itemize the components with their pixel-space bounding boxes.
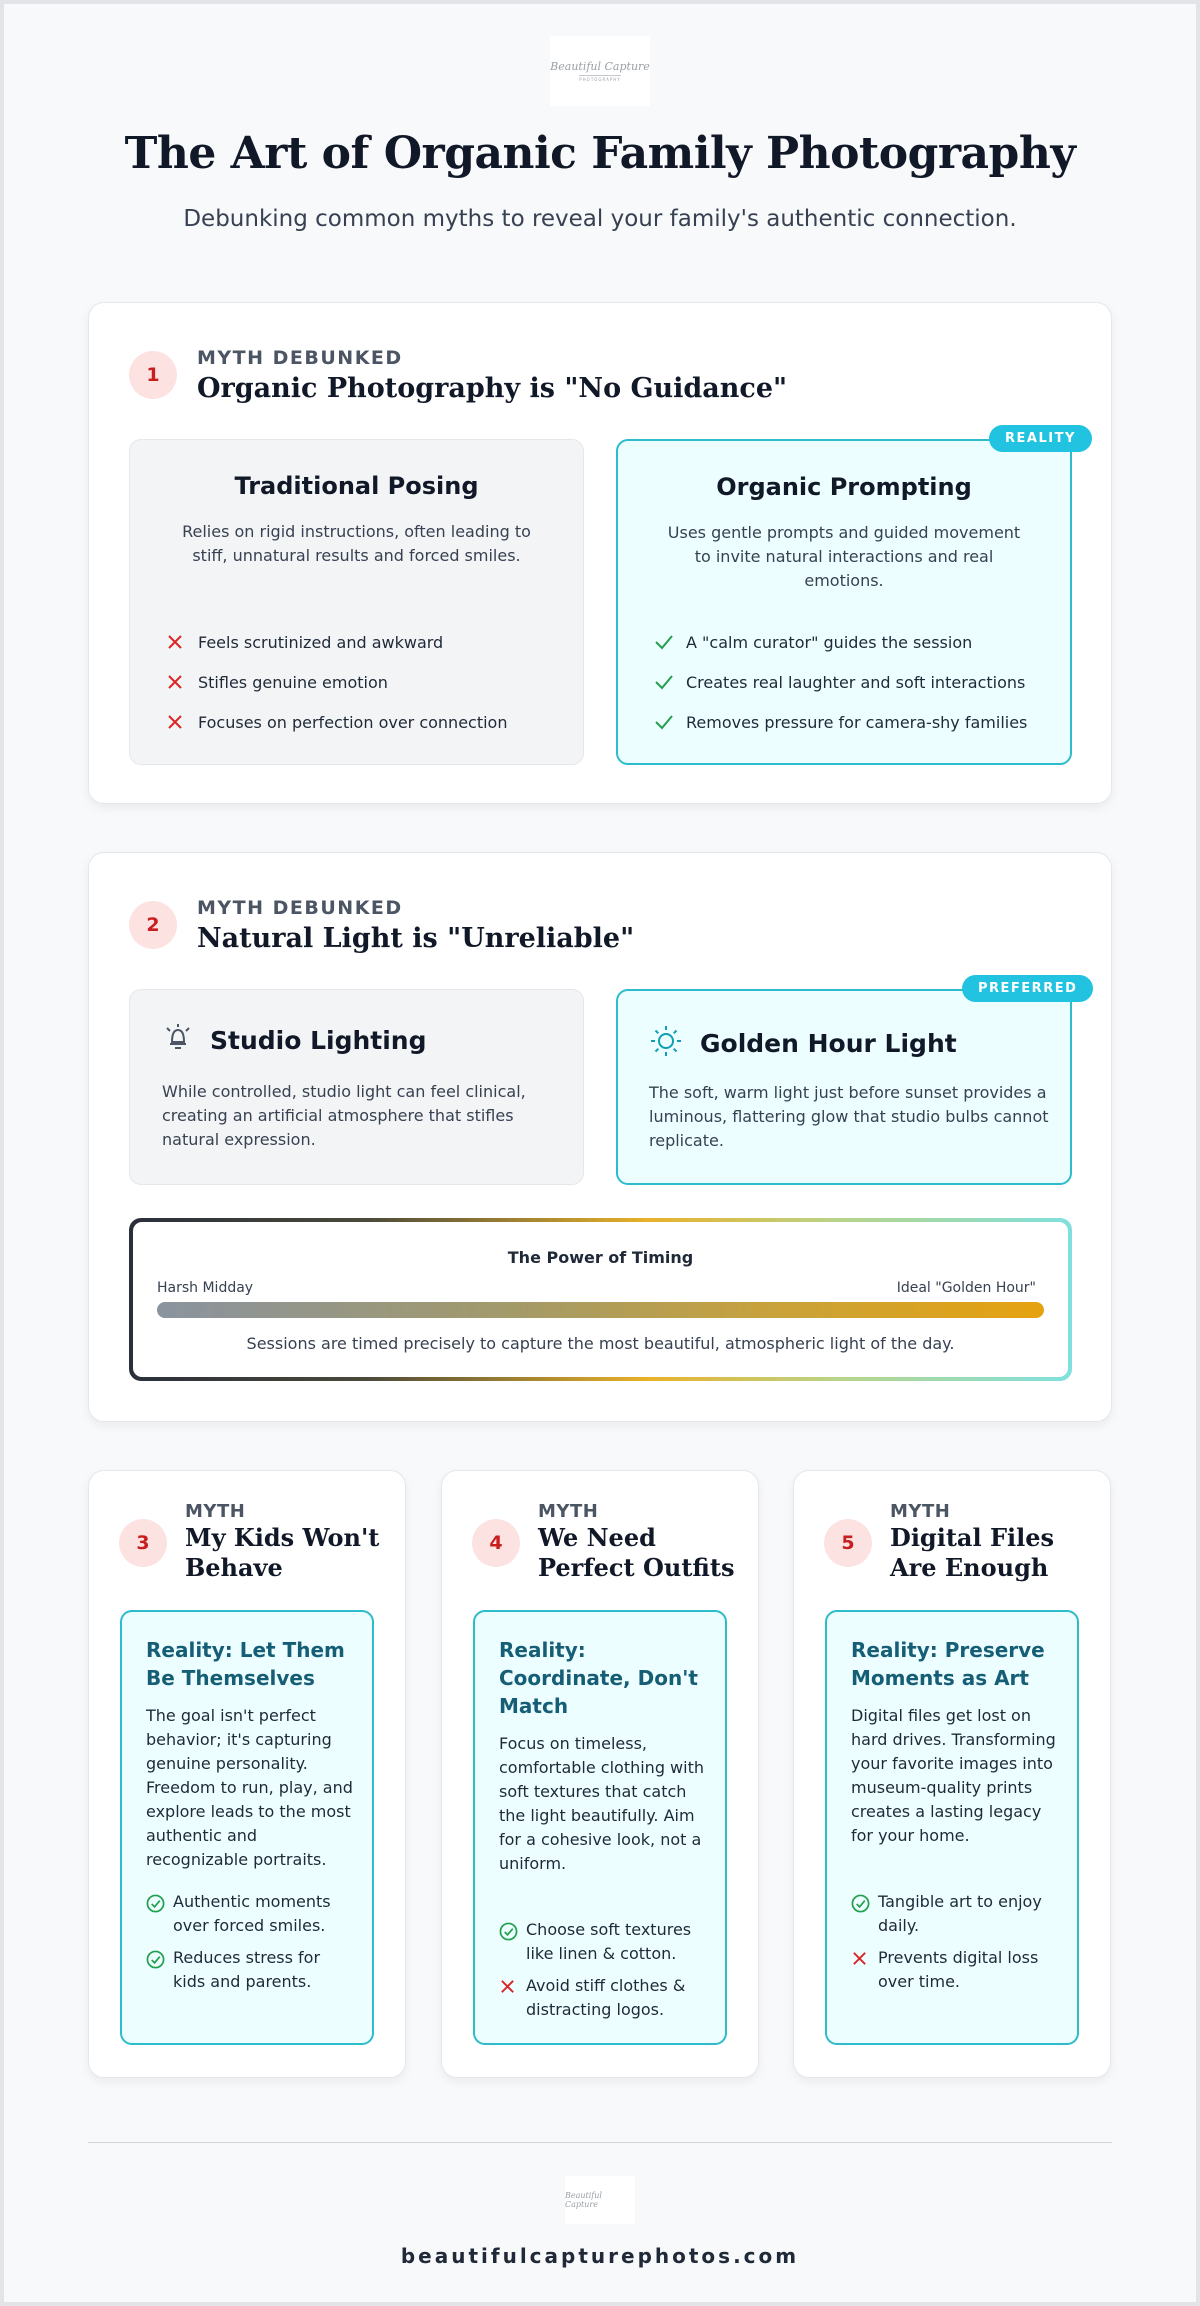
check-circle-icon xyxy=(499,1918,526,1966)
myth-2-card xyxy=(88,852,1112,1422)
list-item-text: Choose soft textures like linen & cotton. xyxy=(526,1920,692,1963)
list-item xyxy=(499,1918,709,1966)
list-item xyxy=(851,1946,1061,1994)
studio-lamp-icon xyxy=(162,1020,194,1060)
footer-logo xyxy=(565,2176,635,2224)
studio-lighting-description: While controlled, studio light can feel clinical, creating an artificial atmosphere that stifles natural expression. xyxy=(162,1082,526,1149)
logo-subtext: PHOTOGRAPHY xyxy=(579,77,621,82)
timing-gradient-bar xyxy=(157,1302,1044,1318)
list-item xyxy=(851,1890,1061,1938)
page-title: The Art of Organic Family Photography xyxy=(124,128,1076,179)
myth-5-number-badge: 5 xyxy=(824,1519,872,1567)
studio-lighting-title: Studio Lighting xyxy=(210,1025,427,1055)
check-icon xyxy=(652,633,686,651)
myth-1-card xyxy=(88,302,1112,804)
myth-4-eyebrow: MYTH xyxy=(538,1501,599,1522)
list-item xyxy=(652,622,1027,662)
myth-3-number-badge: 3 xyxy=(119,1519,167,1567)
page-subtitle: Debunking common myths to reveal your family's authentic connection. xyxy=(183,206,1017,232)
myth-4-reality-list xyxy=(499,1918,709,2030)
list-item-text: Avoid stiff clothes & distracting logos. xyxy=(526,1976,686,2019)
golden-hour-panel xyxy=(616,989,1072,1185)
myth-4-number-badge: 4 xyxy=(472,1519,520,1567)
check-circle-icon xyxy=(146,1946,173,1994)
organic-prompting-description: Uses gentle prompts and guided movement to invite natural interactions and real emotions. xyxy=(667,523,1021,590)
list-item-text: Authentic moments over forced smiles. xyxy=(173,1892,331,1935)
list-item-text: Stifles genuine emotion xyxy=(198,672,388,692)
list-item-text: Creates real laughter and soft interactions xyxy=(686,672,1026,692)
golden-hour-header xyxy=(648,1023,957,1063)
studio-lighting-header xyxy=(162,1020,427,1060)
timing-left-label: Harsh Midday xyxy=(157,1280,254,1296)
organic-prompting-panel xyxy=(616,439,1072,765)
list-item-text: Removes pressure for camera-shy families xyxy=(686,712,1028,732)
organic-prompting-list xyxy=(652,622,1027,742)
list-item xyxy=(146,1890,356,1938)
timing-note: Sessions are timed precisely to capture the most beautiful, atmospheric light of the day. xyxy=(246,1334,955,1353)
list-item-text: Tangible art to enjoy daily. xyxy=(878,1892,1042,1935)
myth-3-title: My Kids Won't Behave xyxy=(185,1523,380,1582)
myth-4-reality-title: Reality: Coordinate, Don't Match xyxy=(499,1638,698,1718)
myth-5-card xyxy=(793,1470,1111,2078)
myth-1-eyebrow: MYTH DEBUNKED xyxy=(197,347,403,369)
cross-icon xyxy=(164,633,198,651)
timing-box xyxy=(129,1218,1072,1381)
myth-1-title: Organic Photography is "No Guidance" xyxy=(197,373,788,404)
myth-5-eyebrow: MYTH xyxy=(890,1501,951,1522)
list-item-text: Feels scrutinized and awkward xyxy=(198,632,444,652)
list-item xyxy=(652,662,1027,702)
myth-3-reality-list xyxy=(146,1890,356,2002)
cross-icon xyxy=(851,1946,878,1994)
myth-4-reality-description: Focus on timeless, comfortable clothing with soft textures that catch the light beautifully. Aim for a cohesive look, not a uniform. xyxy=(499,1734,704,1873)
myth-5-reality-list xyxy=(851,1890,1061,2002)
logo-script-text: Beautiful Capture xyxy=(550,60,650,73)
check-icon xyxy=(652,673,686,691)
list-item xyxy=(499,1974,709,2022)
cross-icon xyxy=(164,713,198,731)
sun-icon xyxy=(648,1023,684,1063)
cross-icon xyxy=(499,1974,526,2022)
list-item xyxy=(146,1946,356,1994)
myth-2-title: Natural Light is "Unreliable" xyxy=(197,923,635,954)
myth-4-card xyxy=(441,1470,759,2078)
reality-badge: REALITY xyxy=(989,425,1092,452)
golden-hour-description: The soft, warm light just before sunset provides a luminous, flattering glow that studio bulbs cannot replicate. xyxy=(649,1083,1049,1150)
myth-2-eyebrow: MYTH DEBUNKED xyxy=(197,897,403,919)
traditional-posing-list xyxy=(164,622,507,742)
preferred-badge: PREFERRED xyxy=(962,975,1093,1002)
myth-2-number-badge: 2 xyxy=(129,901,177,949)
list-item xyxy=(164,662,507,702)
list-item-text: Prevents digital loss over time. xyxy=(878,1948,1039,1991)
list-item-text: Reduces stress for kids and parents. xyxy=(173,1948,321,1991)
list-item xyxy=(652,702,1027,742)
myth-1-number-badge: 1 xyxy=(129,351,177,399)
list-item xyxy=(164,702,507,742)
traditional-posing-description: Relies on rigid instructions, often leading to stiff, unnatural results and forced smiles. xyxy=(182,522,531,565)
list-item xyxy=(164,622,507,662)
list-item-text: A "calm curator" guides the session xyxy=(686,632,973,652)
check-circle-icon xyxy=(851,1890,878,1938)
footer-logo-script-text: Beautiful Capture xyxy=(565,2191,602,2209)
myth-3-card xyxy=(88,1470,406,2078)
header-logo xyxy=(550,36,650,106)
myth-5-reality-description: Digital files get lost on hard drives. Transforming your favorite images into museum-quality prints creates a lasting legacy for your home. xyxy=(851,1706,1056,1845)
myth-3-reality-title: Reality: Let Them Be Themselves xyxy=(146,1638,345,1690)
check-icon xyxy=(652,713,686,731)
myth-5-reality-title: Reality: Preserve Moments as Art xyxy=(851,1638,1045,1690)
myth-4-title: We Need Perfect Outfits xyxy=(538,1523,735,1582)
myth-4-reality-panel xyxy=(473,1610,727,2045)
timing-right-label: Ideal "Golden Hour" xyxy=(896,1280,1036,1296)
footer-divider xyxy=(88,2142,1112,2143)
myth-3-eyebrow: MYTH xyxy=(185,1501,246,1522)
timing-title: The Power of Timing xyxy=(507,1248,694,1267)
organic-prompting-title: Organic Prompting xyxy=(716,473,972,501)
traditional-posing-title: Traditional Posing xyxy=(234,472,479,500)
myth-5-reality-panel xyxy=(825,1610,1079,2045)
timing-box-inner xyxy=(133,1222,1068,1377)
traditional-posing-panel xyxy=(129,439,584,765)
myth-3-reality-panel xyxy=(120,1610,374,2045)
footer-website-link[interactable]: beautifulcapturephotos.com xyxy=(400,2244,800,2268)
list-item-text: Focuses on perfection over connection xyxy=(198,712,508,732)
cross-icon xyxy=(164,673,198,691)
golden-hour-title: Golden Hour Light xyxy=(700,1028,957,1058)
myth-3-reality-description: The goal isn't perfect behavior; it's capturing genuine personality. Freedom to run, play, and explore leads to the most authentic and recognizable portraits. xyxy=(146,1706,353,1869)
check-circle-icon xyxy=(146,1890,173,1938)
studio-lighting-panel xyxy=(129,989,584,1185)
myth-5-title: Digital Files Are Enough xyxy=(890,1523,1054,1582)
